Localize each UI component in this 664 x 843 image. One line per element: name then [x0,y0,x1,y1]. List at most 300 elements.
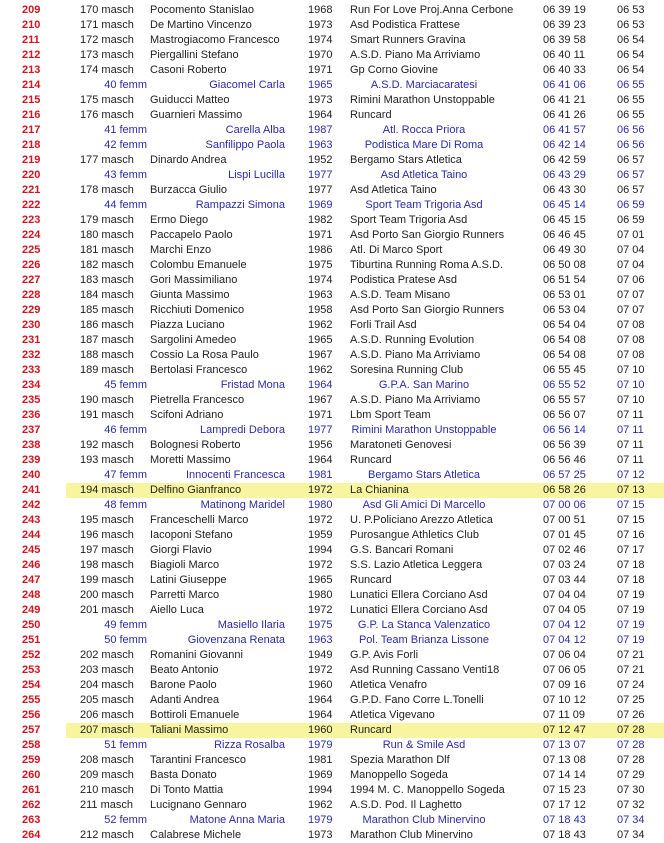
athlete-name: Carella Alba [225,124,285,136]
team-name: Runcard [350,724,392,736]
athlete-name: Giovenzana Renata [187,634,285,646]
athlete-name: Romanini Giovanni [150,649,243,661]
table-row [0,198,664,213]
overall-position: 212 [22,49,41,61]
pace: 07 10 [617,394,645,406]
athlete-name: Lucignano Gennaro [150,799,247,811]
birth-year: 1973 [308,829,333,841]
category-rank: 40 femm [104,79,147,91]
birth-year: 1971 [308,64,333,76]
category-rank: 50 femm [104,634,147,646]
finish-time: 07 04 12 [543,634,586,646]
birth-year: 1972 [308,484,333,496]
category-rank: 209 masch [80,769,134,781]
category-rank: 42 femm [104,139,147,151]
finish-time: 06 41 57 [543,124,586,136]
athlete-name: Colombu Emanuele [150,259,247,271]
finish-time: 07 06 04 [543,649,586,661]
overall-position: 218 [22,139,41,151]
overall-position: 243 [22,514,41,526]
birth-year: 1956 [308,439,333,451]
birth-year: 1967 [308,349,333,361]
team-name: Marathon Club Minervino [350,829,473,841]
birth-year: 1967 [308,394,333,406]
pace: 07 10 [617,379,645,391]
birth-year: 1981 [308,754,333,766]
table-row [0,678,664,693]
athlete-name: Bottiroli Emanuele [150,709,240,721]
pace: 07 01 [617,229,645,241]
category-rank: 46 femm [104,424,147,436]
finish-time: 07 18 43 [543,829,586,841]
athlete-name: Pietrella Francesco [150,394,245,406]
team-name: Asd Porto San Giorgio Runners [350,229,505,241]
overall-position: 257 [22,724,41,736]
category-rank: 47 femm [104,469,147,481]
team-name: Manoppello Sogeda [350,769,448,781]
overall-position: 237 [22,424,41,436]
category-rank: 201 masch [80,604,134,616]
team-name: Asd Atletica Taino [380,169,468,181]
category-rank: 48 femm [104,499,147,511]
team-name: A.S.D. Piano Ma Arriviamo [350,49,481,61]
pace: 07 07 [617,289,645,301]
athlete-name: Casoni Roberto [150,64,227,76]
finish-time: 06 45 14 [543,199,586,211]
finish-time: 07 09 16 [543,679,586,691]
overall-position: 228 [22,289,41,301]
category-rank: 211 masch [80,799,133,811]
birth-year: 1969 [308,199,333,211]
finish-time: 07 13 08 [543,754,586,766]
pace: 07 19 [617,589,645,601]
overall-position: 213 [22,64,41,76]
birth-year: 1972 [308,559,333,571]
table-row [0,513,664,528]
table-row [0,483,664,498]
category-rank: 206 masch [80,709,134,721]
finish-time: 07 13 07 [543,739,586,751]
table-row [0,213,664,228]
team-name: Smart Runners Gravina [350,34,466,46]
pace: 06 59 [617,214,645,226]
table-row [0,108,664,123]
team-name: Runcard [350,109,392,121]
birth-year: 1979 [308,739,333,751]
overall-position: 226 [22,259,41,271]
athlete-name: Lampredi Debora [200,424,285,436]
athlete-name: Gori Massimiliano [150,274,238,286]
athlete-name: Franceschelli Marco [150,514,249,526]
overall-position: 227 [22,274,41,286]
overall-position: 223 [22,214,41,226]
athlete-name: Guiducci Matteo [150,94,230,106]
category-rank: 171 masch [80,19,134,31]
athlete-name: Piergallini Stefano [150,49,239,61]
pace: 07 10 [617,364,645,376]
finish-time: 06 51 54 [543,274,586,286]
overall-position: 225 [22,244,41,256]
overall-position: 256 [22,709,41,721]
table-row [0,708,664,723]
pace: 07 30 [617,784,645,796]
category-rank: 194 masch [80,484,134,496]
team-name: A.S.D. Piano Ma Arriviamo [350,349,481,361]
athlete-name: Barone Paolo [150,679,217,691]
pace: 07 28 [617,754,645,766]
table-row [0,588,664,603]
pace: 07 24 [617,679,645,691]
finish-time: 06 56 46 [543,454,586,466]
pace: 07 08 [617,334,645,346]
table-row [0,363,664,378]
pace: 06 59 [617,199,645,211]
team-name: Sport Team Trigoria Asd [350,214,468,226]
finish-time: 07 03 44 [543,574,586,586]
birth-year: 1964 [308,709,333,721]
table-row [0,33,664,48]
overall-position: 245 [22,544,41,556]
athlete-name: Dinardo Andrea [150,154,227,166]
overall-position: 249 [22,604,41,616]
team-name: Podistica Pratese Asd [350,274,458,286]
pace: 07 25 [617,694,645,706]
pace: 07 28 [617,724,645,736]
athlete-name: Bertolasi Francesco [150,364,248,376]
table-row [0,573,664,588]
team-name: G.P. Avis Forli [350,649,419,661]
birth-year: 1981 [308,469,333,481]
category-rank: 208 masch [80,754,134,766]
team-name: Tiburtina Running Roma A.S.D. [350,259,504,271]
birth-year: 1973 [308,94,333,106]
finish-time: 06 45 15 [543,214,586,226]
pace: 07 17 [617,544,645,556]
overall-position: 241 [22,484,41,496]
pace: 07 18 [617,574,645,586]
finish-time: 06 42 59 [543,154,586,166]
finish-time: 07 15 23 [543,784,586,796]
pace: 07 08 [617,319,645,331]
birth-year: 1974 [308,34,333,46]
category-rank: 210 masch [80,784,134,796]
category-rank: 187 masch [80,334,134,346]
birth-year: 1987 [308,124,333,136]
athlete-name: Marchi Enzo [150,244,212,256]
category-rank: 41 femm [104,124,147,136]
table-row [0,528,664,543]
birth-year: 1975 [308,259,333,271]
athlete-name: Masiello Ilaria [217,619,285,631]
birth-year: 1952 [308,154,333,166]
birth-year: 1964 [308,109,333,121]
finish-time: 06 55 45 [543,364,586,376]
birth-year: 1971 [308,229,333,241]
birth-year: 1962 [308,799,333,811]
team-name: Run For Love Proj.Anna Cerbone [350,4,514,16]
overall-position: 215 [22,94,41,106]
pace: 06 54 [617,64,645,76]
overall-position: 264 [22,829,41,841]
team-name: Rimini Marathon Unstoppable [350,94,495,106]
team-name: G.S. Bancari Romani [350,544,454,556]
overall-position: 240 [22,469,41,481]
finish-time: 06 43 30 [543,184,586,196]
table-row [0,648,664,663]
team-name: Marathon Club Minervino [362,814,486,826]
category-rank: 197 masch [80,544,134,556]
athlete-name: Cossio La Rosa Paulo [150,349,259,361]
finish-time: 06 56 14 [543,424,586,436]
athlete-name: Mastrogiacomo Francesco [150,34,280,46]
birth-year: 1965 [308,574,333,586]
overall-position: 258 [22,739,41,751]
birth-year: 1963 [308,634,333,646]
finish-time: 06 42 14 [543,139,586,151]
pace: 07 04 [617,259,645,271]
table-row [0,333,664,348]
category-rank: 181 masch [80,244,134,256]
pace: 06 54 [617,49,645,61]
pace: 07 12 [617,469,645,481]
category-rank: 183 masch [80,274,134,286]
birth-year: 1965 [308,334,333,346]
team-name: U. P.Policiano Arezzo Atletica [350,514,493,526]
table-row [0,453,664,468]
overall-position: 254 [22,679,41,691]
birth-year: 1973 [308,19,333,31]
birth-year: 1963 [308,289,333,301]
table-row [0,183,664,198]
overall-position: 230 [22,319,41,331]
pace: 07 11 [617,424,644,436]
athlete-name: Piazza Luciano [150,319,225,331]
table-row [0,438,664,453]
pace: 07 19 [617,604,645,616]
team-name: Maratoneti Genovesi [350,439,452,451]
athlete-name: Lispi Lucilla [228,169,285,181]
athlete-name: Rampazzi Simona [195,199,285,211]
overall-position: 255 [22,694,41,706]
team-name: Atletica Venafro [350,679,428,691]
pace: 06 55 [617,109,645,121]
finish-time: 06 50 08 [543,259,586,271]
category-rank: 200 masch [80,589,134,601]
pace: 07 15 [617,499,645,511]
table-row [0,423,664,438]
birth-year: 1964 [308,379,333,391]
team-name: Lunatici Ellera Corciano Asd [350,589,488,601]
overall-position: 248 [22,589,41,601]
overall-position: 242 [22,499,41,511]
birth-year: 1979 [308,814,333,826]
birth-year: 1968 [308,4,333,16]
finish-time: 07 10 12 [543,694,586,706]
finish-time: 07 11 09 [543,709,586,721]
overall-position: 261 [22,784,41,796]
team-name: G.P. La Stanca Valenzatico [357,619,491,631]
birth-year: 1960 [308,724,333,736]
finish-time: 06 41 06 [543,79,586,91]
birth-year: 1972 [308,664,333,676]
athlete-name: Scifoni Adriano [150,409,224,421]
birth-year: 1980 [308,499,333,511]
overall-position: 231 [22,334,41,346]
athlete-name: Ricchiuti Domenico [150,304,245,316]
finish-time: 06 40 11 [543,49,586,61]
table-row [0,303,664,318]
category-rank: 170 masch [80,4,134,16]
table-row [0,558,664,573]
athlete-name: Matone Anna Maria [189,814,285,826]
category-rank: 198 masch [80,559,134,571]
athlete-name: Giorgi Flavio [150,544,212,556]
pace: 07 11 [617,439,644,451]
finish-time: 06 49 30 [543,244,586,256]
finish-time: 07 01 45 [543,529,586,541]
pace: 07 04 [617,244,645,256]
overall-position: 236 [22,409,41,421]
pace: 07 11 [617,409,644,421]
category-rank: 190 masch [80,394,134,406]
category-rank: 180 masch [80,229,134,241]
team-name: Podistica Mare Di Roma [364,139,484,151]
team-name: Asd Running Cassano Venti18 [350,664,500,676]
table-row [0,78,664,93]
pace: 06 55 [617,79,645,91]
athlete-name: Moretti Massimo [150,454,231,466]
overall-position: 235 [22,394,41,406]
team-name: S.S. Lazio Atletica Leggera [350,559,483,571]
birth-year: 1977 [308,169,333,181]
finish-time: 07 17 12 [543,799,586,811]
birth-year: 1977 [308,184,333,196]
category-rank: 177 masch [80,154,134,166]
category-rank: 193 masch [80,454,134,466]
table-row [0,378,664,393]
overall-position: 250 [22,619,41,631]
birth-year: 1958 [308,304,333,316]
athlete-name: Giacomel Carla [209,79,285,91]
athlete-name: Aiello Luca [150,604,204,616]
birth-year: 1974 [308,274,333,286]
finish-time: 06 54 08 [543,334,586,346]
overall-position: 211 [22,34,40,46]
category-rank: 174 masch [80,64,134,76]
finish-time: 07 18 43 [543,814,586,826]
table-row [0,723,664,738]
pace: 07 21 [617,649,645,661]
category-rank: 45 femm [104,379,147,391]
team-name: Lbm Sport Team [350,409,431,421]
table-row [0,18,664,33]
table-row [0,408,664,423]
category-rank: 172 masch [80,34,134,46]
athlete-name: Calabrese Michele [150,829,242,841]
category-rank: 188 masch [80,349,134,361]
overall-position: 238 [22,439,41,451]
team-name: Asd Podistica Frattese [350,19,461,31]
pace: 06 56 [617,124,645,136]
table-row [0,813,664,828]
table-row [0,768,664,783]
category-rank: 51 femm [104,739,147,751]
table-row [0,243,664,258]
birth-year: 1970 [308,49,333,61]
athlete-name: Di Tonto Mattia [150,784,224,796]
team-name: G.P.A. San Marino [378,379,470,391]
table-row [0,93,664,108]
overall-position: 247 [22,574,41,586]
category-rank: 185 masch [80,304,134,316]
birth-year: 1959 [308,529,333,541]
athlete-name: Sanfilippo Paola [205,139,285,151]
category-rank: 179 masch [80,214,134,226]
finish-time: 07 06 05 [543,664,586,676]
category-rank: 195 masch [80,514,134,526]
pace: 07 26 [617,709,645,721]
team-name: Purosangue Athletics Club [350,529,480,541]
athlete-name: Ermo Diego [150,214,209,226]
team-name: Bergamo Stars Atletica [350,154,462,166]
team-name: Sport Team Trigoria Asd [365,199,483,211]
finish-time: 06 43 29 [543,169,586,181]
birth-year: 1994 [308,784,333,796]
birth-year: 1994 [308,544,333,556]
category-rank: 196 masch [80,529,134,541]
athlete-name: Parretti Marco [150,589,220,601]
overall-position: 232 [22,349,41,361]
table-row [0,168,664,183]
table-row [0,393,664,408]
overall-position: 229 [22,304,41,316]
finish-time: 06 58 26 [543,484,586,496]
pace: 07 29 [617,769,645,781]
athlete-name: Paccapelo Paolo [150,229,233,241]
table-row [0,258,664,273]
finish-time: 06 40 33 [543,64,586,76]
finish-time: 06 41 21 [543,94,586,106]
team-name: La Chianina [350,484,409,496]
table-row [0,63,664,78]
overall-position: 217 [22,124,41,136]
pace: 06 57 [617,184,645,196]
category-rank: 191 masch [80,409,134,421]
team-name: A.S.D. Piano Ma Arriviamo [350,394,481,406]
table-row [0,753,664,768]
team-name: Spezia Marathon Dlf [350,754,450,766]
overall-position: 234 [22,379,41,391]
pace: 07 28 [617,739,645,751]
team-name: Gp Corno Giovine [350,64,439,76]
table-row [0,288,664,303]
overall-position: 260 [22,769,41,781]
finish-time: 06 53 04 [543,304,586,316]
table-row [0,618,664,633]
finish-time: 06 39 58 [543,34,586,46]
team-name: Atl. Rocca Priora [382,124,466,136]
team-name: Forli Trail Asd [350,319,417,331]
finish-time: 07 03 24 [543,559,586,571]
team-name: A.S.D. Team Misano [350,289,451,301]
team-name: A.S.D. Marciacaratesi [370,79,478,91]
overall-position: 221 [22,184,41,196]
overall-position: 224 [22,229,41,241]
birth-year: 1969 [308,769,333,781]
overall-position: 244 [22,529,41,541]
pace: 07 08 [617,349,645,361]
category-rank: 203 masch [80,664,134,676]
